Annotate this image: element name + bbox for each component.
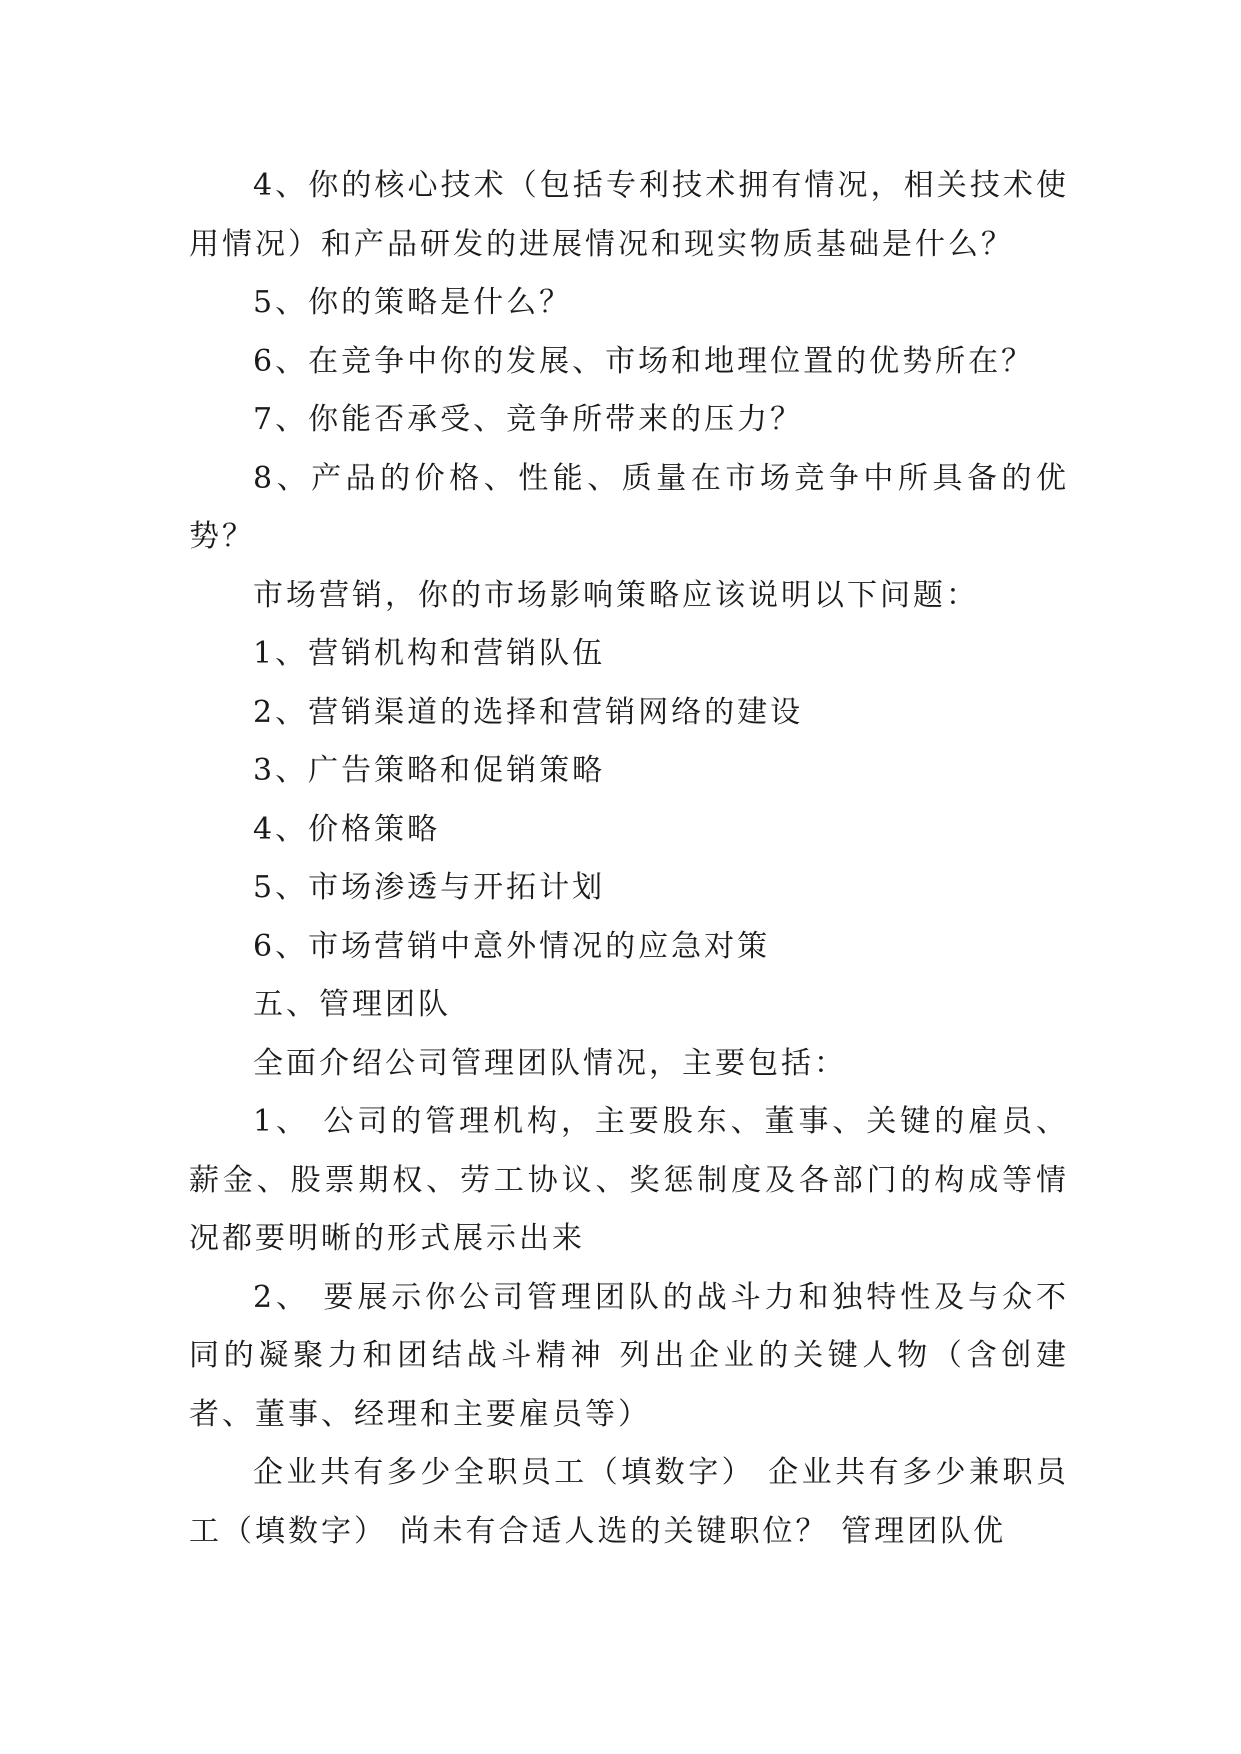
paragraph-management-item-2: 2、 要展示你公司管理团队的战斗力和独特性及与众不同的凝聚力和团结战斗精神 列出企业的关键人物（含创建者、董事、经理和主要雇员等） — [189, 1279, 1069, 1432]
paragraph-marketing-item-3: 3、广告策略和促销策略 — [253, 753, 606, 788]
paragraph-pressure-question: 7、你能否承受、竞争所带来的压力？ — [253, 402, 804, 437]
paragraph-marketing-item-1: 1、营销机构和营销队伍 — [253, 636, 606, 671]
paragraph-marketing-item-6: 6、市场营销中意外情况的应急对策 — [253, 928, 771, 964]
section-heading-management-team: 五、管理团队 — [253, 987, 451, 1022]
paragraph-strategy-question: 5、你的策略是什么？ — [253, 285, 573, 320]
paragraph-product-question: 8、产品的价格、性能、质量在市场竞争中所具备的优势？ — [189, 460, 1069, 554]
paragraph-management-item-1: 1、 公司的管理机构，主要股东、董事、关键的雇员、薪金、股票期权、劳工协议、奖惩制度及各部门的构成等情况都要明晰的形式展示出来 — [189, 1104, 1069, 1256]
paragraph-marketing-intro: 市场营销，你的市场影响策略应该说明以下问题： — [253, 577, 979, 613]
paragraph-management-intro: 全面介绍公司管理团队情况，主要包括： — [253, 1045, 847, 1081]
paragraph-staff-question: 企业共有多少全职员工（填数字） 企业共有多少兼职员工（填数字） 尚未有合适人选的关键职位？ 管理团队优 — [189, 1455, 1069, 1549]
document-body — [189, 157, 1069, 1561]
paragraph-advantage-question: 6、在竞争中你的发展、市场和地理位置的优势所在？ — [253, 343, 1035, 379]
paragraph-tech-question: 4、你的核心技术（包括专利技术拥有情况，相关技术使用情况）和产品研发的进展情况和现实物质基础是什么？ — [189, 168, 1069, 262]
paragraph-marketing-item-4: 4、价格策略 — [253, 811, 441, 847]
paragraph-marketing-item-2: 2、营销渠道的选择和营销网络的建设 — [253, 694, 804, 730]
paragraph-marketing-item-5: 5、市场渗透与开拓计划 — [253, 870, 606, 905]
